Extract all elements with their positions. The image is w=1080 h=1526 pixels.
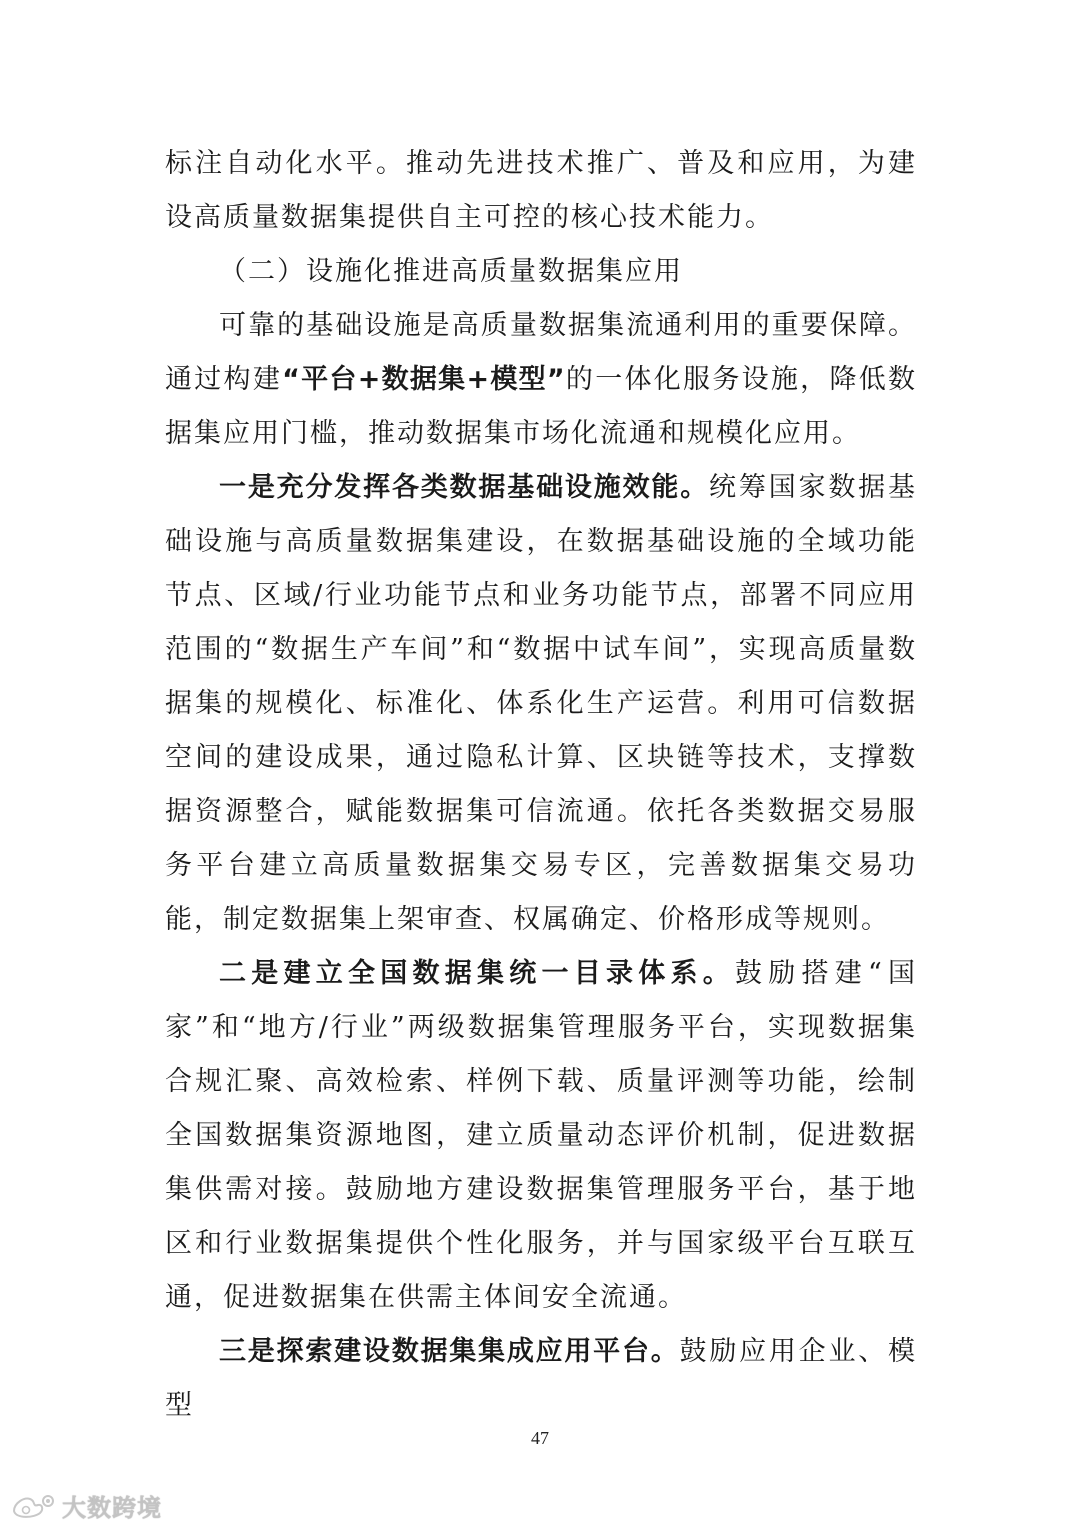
paragraph-3	[165, 461, 917, 947]
paragraph-3-body: 统筹国家数据基础设施与高质量数据集建设，在数据基础设施的全域功能节点、区域/行业功能节点和业务功能节点，部署不同应用范围的“数据生产车间”和“数据中试车间”，实现高质量数据集的规模化、标准化、体系化生产运营。利用可信数据空间的建设成果，通过隐私计算、区块链等技术，支撑数据资源整合，赋能数据集可信流通。依托各类数据交易服务平台建立高质量数据集交易专区，完善数据集交易功能，制定数据集上架审查、权属确定、价格形成等规则。	[165, 472, 918, 935]
paragraph-5-bold: 三是探索建设数据集集成应用平台。	[219, 1336, 680, 1367]
section-heading: （二）设施化推进高质量数据集应用	[219, 256, 683, 287]
watermark-text: 大数跨境	[62, 1493, 162, 1522]
page-number: 47	[531, 1428, 549, 1448]
paragraph-2-bold: “平台+数据集+模型”	[282, 364, 566, 395]
paragraph-4	[165, 947, 917, 1325]
paragraph-5	[165, 1325, 917, 1433]
body-text	[165, 137, 917, 1433]
paragraph-2-tail: 的一体化服务设施，降低数据集应用门槛，推动数据集市场化流通和规模化应用。	[165, 364, 918, 449]
paragraph-4-body: 鼓励搭建“国家”和“地方/行业”两级数据集管理服务平台，实现数据集合规汇聚、高效检索、样例下载、质量评测等功能，绘制全国数据集资源地图，建立质量动态评价机制，促进数据集供需对接。鼓励地方建设数据集管理服务平台，基于地区和行业数据集提供个性化服务，并与国家级平台互联互通，促进数据集在供需主体间安全流通。	[165, 958, 917, 1313]
watermark	[10, 1490, 162, 1520]
weibo-logo-icon	[10, 1491, 56, 1519]
paragraph-4-bold: 二是建立全国数据集统一目录体系。	[219, 958, 735, 989]
paragraph-3-bold: 一是充分发挥各类数据基础设施效能。	[219, 472, 710, 503]
paragraph-2-lead: 可靠的基础设施是高质量数据集流通利用的重要保障。通过构建	[165, 310, 917, 395]
paragraph-5-body: 鼓励应用企业、模型	[165, 1336, 918, 1421]
paragraph-1: 标注自动化水平。推动先进技术推广、普及和应用，为建设高质量数据集提供自主可控的核心技术能力。	[165, 148, 917, 233]
paragraph-2	[165, 299, 917, 461]
